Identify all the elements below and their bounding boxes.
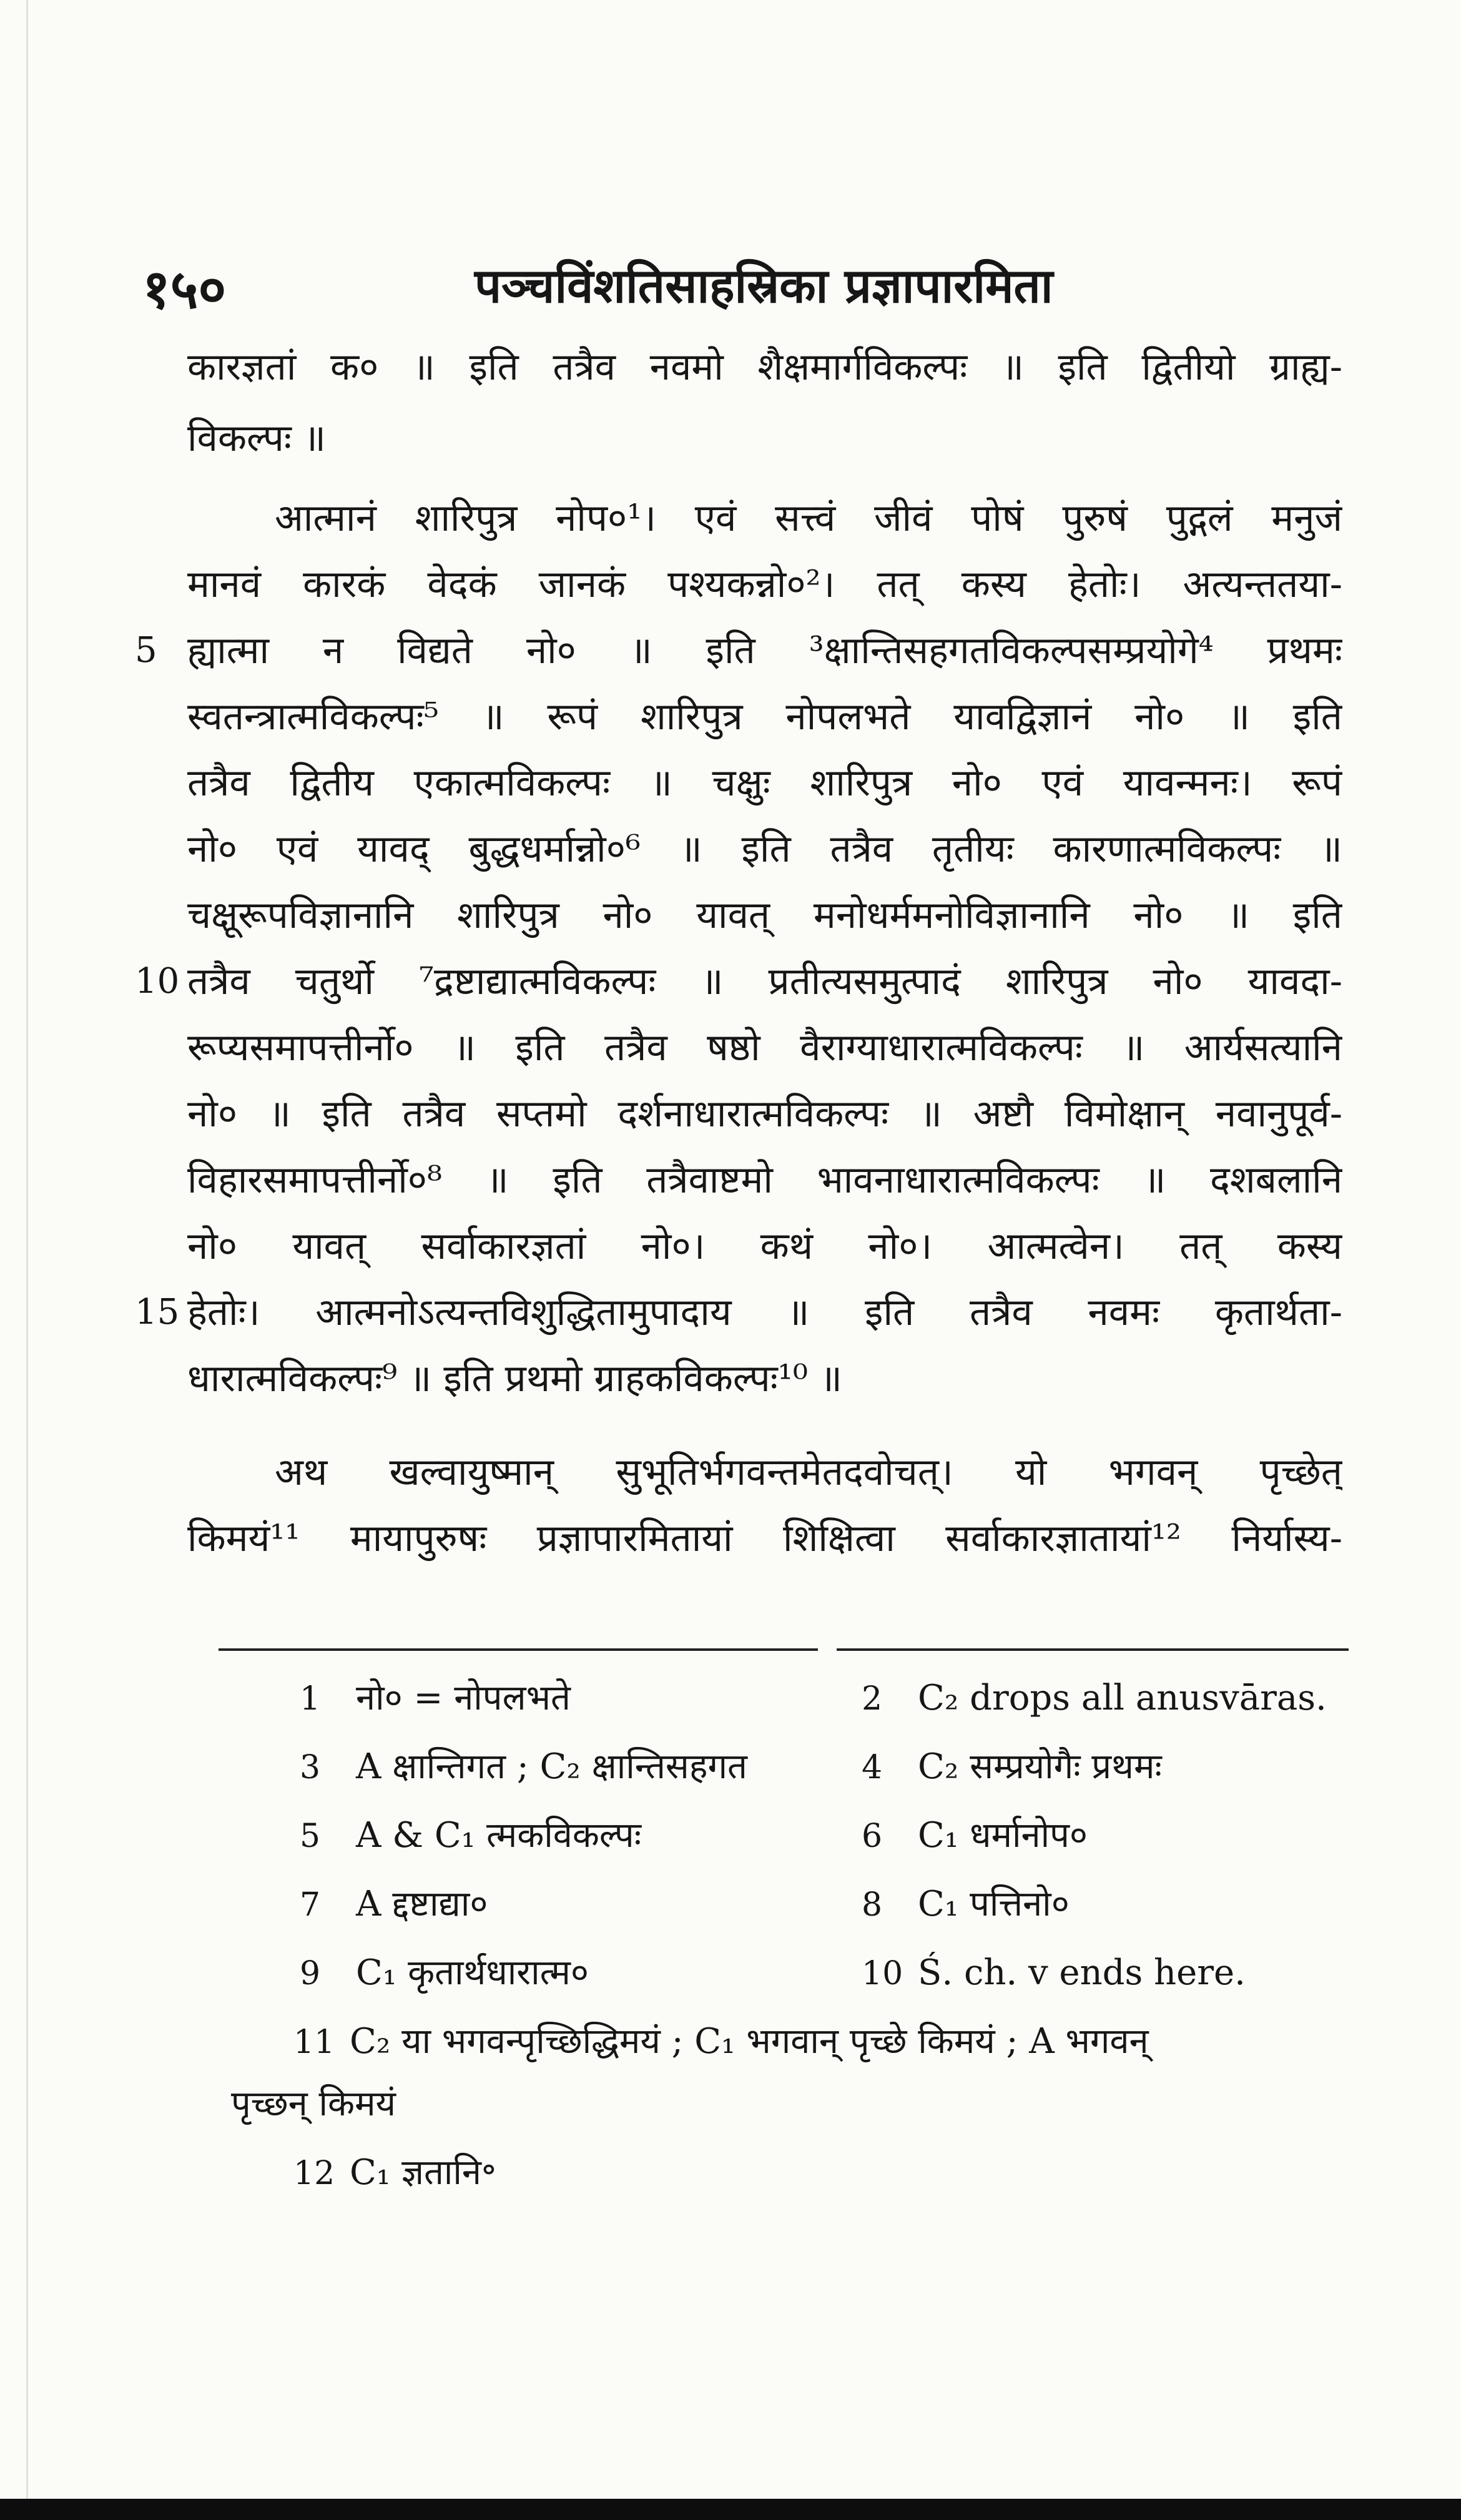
text-line: किमयं¹¹ मायापुरुषः प्रज्ञापारमितायां शिक्षित्वा सर्वाकारज्ञातायां¹² निर्यास्य- <box>187 1517 1342 1560</box>
text-line: हेतोः। आत्मनोऽत्यन्तविशुद्धितामुपादाय ॥ इति तत्रैव नवमः कृतार्थता- <box>187 1291 1342 1334</box>
page-edge <box>26 0 28 2520</box>
text-line: नो० ॥ इति तत्रैव सप्तमो दर्शनाधारात्मविकल्पः ॥ अष्टौ विमोक्षान् नवानुपूर्व- <box>187 1092 1342 1136</box>
text-line: अथ खल्वायुष्मान् सुभूतिर्भगवन्तमेतदवोचत्। यो भगवन् पृच्छेत् <box>275 1450 1342 1494</box>
footnote: 7 A द्दष्टाद्या० <box>300 1884 488 1924</box>
footnote: 12 C₁ ज्ञतानि॰ <box>293 2152 496 2193</box>
text-line: विहारसमापत्तीर्नो०⁸ ॥ इति तत्रैवाष्टमो भावनाधारात्मविकल्पः ॥ दशबलानि <box>187 1158 1342 1202</box>
footnote: 2 C₂ drops all anusvāras. <box>862 1678 1327 1718</box>
text-line: स्वतन्त्रात्मविकल्पः⁵ ॥ रूपं शारिपुत्र नोपलभते यावद्विज्ञानं नो० ॥ इति <box>187 695 1342 739</box>
line-number: 10 <box>135 961 180 1002</box>
footnote-rule <box>837 1648 1349 1651</box>
text-line: तत्रैव चतुर्थो ⁷द्रष्टाद्यात्मविकल्पः ॥ प्रतीत्यसमुत्पादं शारिपुत्र नो० यावदा- <box>187 960 1342 1003</box>
line-number: 15 <box>135 1292 180 1332</box>
footnote: 4 C₂ सम्प्रयोगैः प्रथमः <box>862 1746 1162 1787</box>
line-number: 5 <box>135 630 157 671</box>
text-line: रूप्यसमापत्तीर्नो० ॥ इति तत्रैव षष्ठो वैराग्याधारात्मविकल्पः ॥ आर्यसत्यानि <box>187 1026 1342 1070</box>
text-line: आत्मानं शारिपुत्र नोप०¹। एवं सत्त्वं जीवं पोषं पुरुषं पुद्गलं मनुजं <box>275 496 1342 540</box>
footnote: 11 C₂ या भगवन्पृच्छिद्धिमयं ; C₁ भगवान् पृच्छे किमयं ; A भगवन् <box>293 2021 1149 2062</box>
text-line: तत्रैव द्वितीय एकात्मविकल्पः ॥ चक्षुः शारिपुत्र नो० एवं यावन्मनः। रूपं <box>187 761 1342 805</box>
text-line: विकल्पः ॥ <box>187 413 1342 463</box>
text-line: धारात्मविकल्पः⁹ ॥ इति प्रथमो ग्राहकविकल्पः¹⁰ ॥ <box>187 1357 842 1400</box>
text-line: नो० एवं यावद् बुद्धधर्मान्नो०⁶ ॥ इति तत्रैव तृतीयः कारणात्मविकल्पः ॥ <box>187 827 1342 871</box>
text-line: ह्यात्मा न विद्यते नो० ॥ इति ³क्षान्तिसहगतविकल्पसम्प्रयोगे⁴ प्रथमः <box>187 629 1342 672</box>
footnote-rule <box>219 1648 818 1651</box>
footnote: 9 C₁ कृतार्थधारात्म० <box>300 1952 589 1993</box>
footnote: 3 A क्षान्तिगत ; C₂ क्षान्तिसहगत <box>300 1746 747 1787</box>
text-line: नो० यावत् सर्वाकारज्ञतां नो०। कथं नो०। आत्मत्वेन। तत् कस्य <box>187 1224 1342 1268</box>
footnote: 6 C₁ धर्मानोप० <box>862 1815 1088 1856</box>
text-line: कारज्ञतां क० ॥ इति तत्रैव नवमो शैक्षमार्गविकल्पः ॥ इति द्वितीयो ग्राह्य- <box>187 345 1342 389</box>
scan-bottom-edge <box>0 2499 1461 2520</box>
footnote: 5 A & C₁ त्मकविकल्पः <box>300 1815 642 1856</box>
text-line: मानवं कारकं वेदकं जानकं पश्यकन्नो०²। तत् कस्य हेतोः। अत्यन्ततया- <box>187 563 1342 606</box>
footnote-continuation: पृच्छन् किमयं <box>231 2084 396 2124</box>
running-title: पञ्चविंशतिसाहस्रिका प्रज्ञापारमिता <box>475 258 1053 313</box>
text-line: चक्षूरूपविज्ञानानि शारिपुत्र नो० यावत् मनोधर्ममनोविज्ञानानि नो० ॥ इति <box>187 893 1342 937</box>
page-number: १५० <box>142 258 227 321</box>
footnote: 8 C₁ पत्तिनो० <box>862 1884 1070 1924</box>
footnote: 10 Ś. ch. v ends here. <box>862 1952 1246 1993</box>
footnote: 1 नो० = नोपलभते <box>300 1678 571 1718</box>
